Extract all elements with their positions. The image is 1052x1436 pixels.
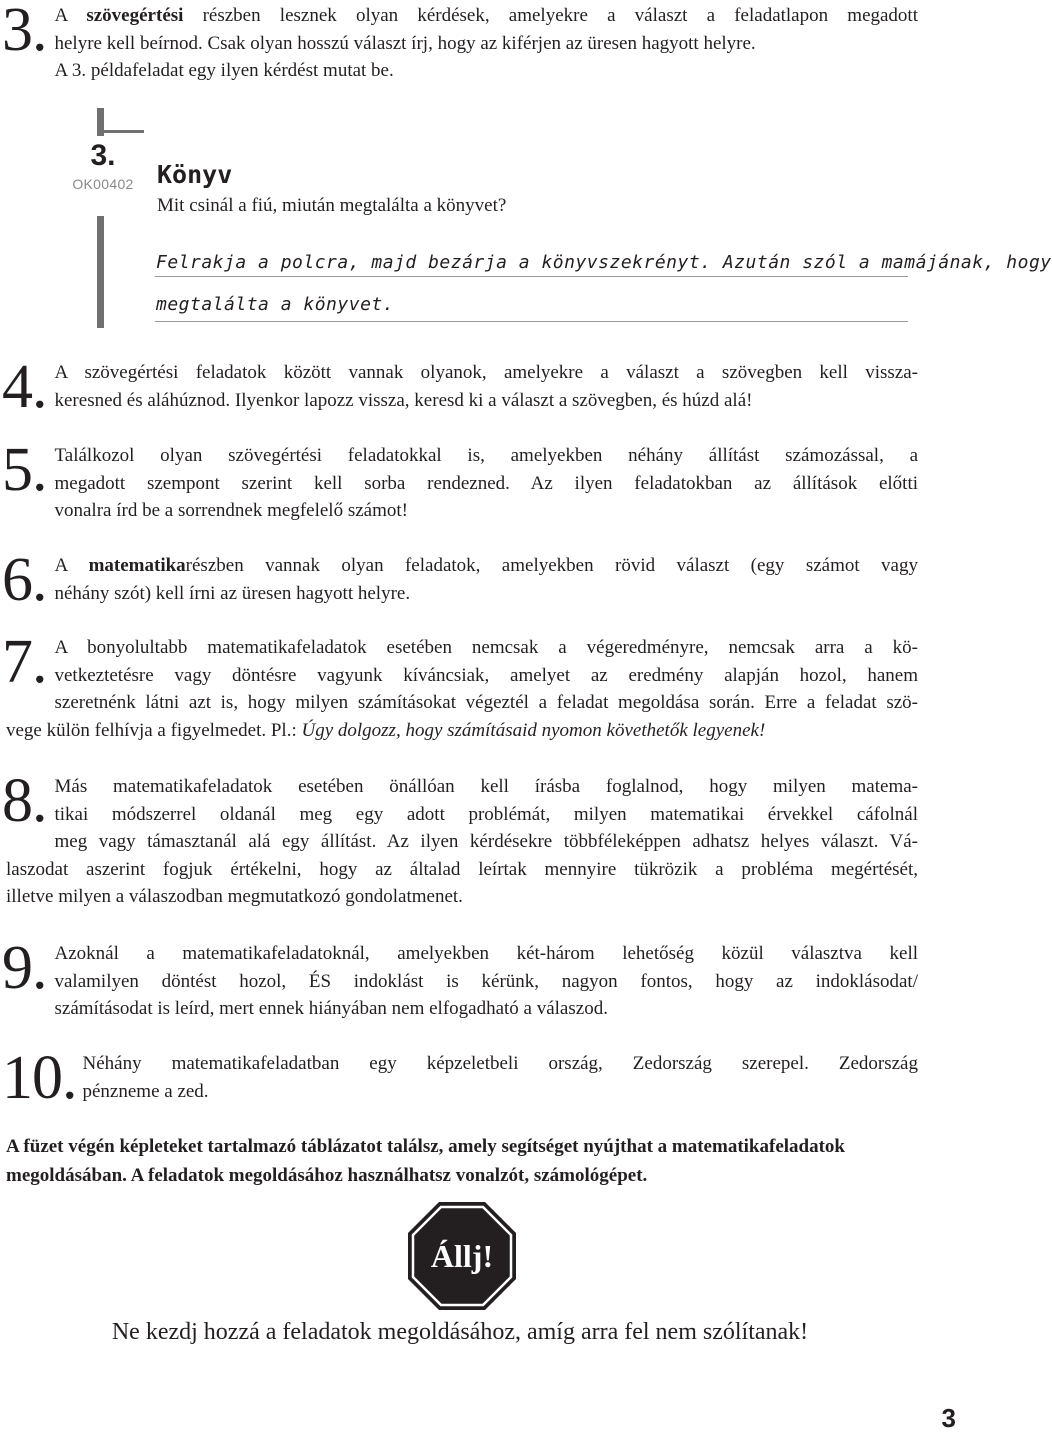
example-horizontal-rule (97, 130, 144, 133)
instruction-4: 4. A szövegértési feladatok között vannak olyanok, amelyekre a választ a szövegben kell vissza- keresned és aláhúznod. Ilyenkor lapozz vissza, keresd ki a választ a szövegben, és húzd alá! (2, 353, 918, 421)
example-answer-line-1: Felrakja a polcra, majd bezárja a könyvszekrényt. Azután szól a mamájának, hogy (156, 252, 1052, 273)
example-number: 3. (90, 139, 116, 172)
instruction-9: 9. Azoknál a matematikafeladatoknál, amelyekben két-három lehetőség közül választva kell valamilyen döntést hozol, ÉS indoklást is kérünk, nagyon fontos, hogy az indoklásodat/ számításodat is leírd, mert ennek hiányában nem elfogadható a válaszod. (2, 934, 918, 1019)
item-number: 9. (2, 934, 47, 1002)
instruction-6: 6. A matematikarészben vannak olyan feladatok, amelyekben rövid választ (egy számot vagy néhány szót) kell írni az üresen hagyott helyre. (2, 546, 918, 614)
keyword-szovegertesi: szövegértési (86, 5, 184, 26)
answer-rule-2 (155, 321, 908, 322)
example-title: Könyv (157, 160, 233, 189)
stop-caption: Ne kezdj hozzá a feladatok megoldásához, amíg arra fel nem szólítanak! (111, 1319, 809, 1345)
instruction-7: 7. A bonyolultabb matematikafeladatok esetében nemcsak a végeredményre, nemcsak arra a kö- vetkeztetésre vagy döntésre vagyunk kíváncsiak, amelyet az eredmény alapján hozol, hanem szeretnénk látni azt is, hogy milyen számításokat végeztél a feladat megoldása során. Erre a feladat szö- vege külön felhívja a figyelmedet. Pl.: Úgy dolgozz, hogy számításaid nyomon követhetők legyenek! (2, 628, 918, 741)
item-number: 6. (2, 546, 47, 614)
item-number: 4. (2, 353, 47, 421)
answer-rule-1 (155, 276, 908, 277)
item-number: 8. (2, 767, 47, 835)
instruction-10: 10. Néhány matematikafeladatban egy képzeletbeli ország, Zedország szerepel. Zedország pénzneme a zed. (2, 1044, 918, 1112)
stop-sign-text: Állj! (430, 1238, 494, 1274)
page-number: 3 (941, 1403, 956, 1433)
keyword-matematika: matematika (88, 555, 186, 576)
item-number: 7. (2, 628, 47, 696)
instruction-5: 5. Találkozol olyan szövegértési feladatokkal is, amelyekben néhány állítást számozással, a megadott szempont szerint kell sorba rendezned. Az ilyen feladatokban az állítások előtti vonalra írd be a sorrendnek megfelelő számot! (2, 436, 918, 521)
stop-sign (407, 1201, 517, 1311)
example-code: OK00402 (72, 176, 134, 192)
tools-notice: A füzet végén képleteket tartalmazó táblázatot találsz, amely segítséget nyújthat a matematikafeladatok megoldásában. A feladatok megoldásához használhatsz vonalzót, számológépet. (6, 1136, 845, 1186)
instruction-3: 3. A szövegértési részben lesznek olyan kérdések, amelyekre a választ a feladatlapon megadott helyre kell beírnod. Csak olyan hosszú választ írj, hogy az kiférjen az üresen hagyott helyre. A 3. példafeladat egy ilyen kérdést mutat be. (2, 0, 918, 81)
item-number: 10. (2, 1044, 77, 1112)
item-number: 3. (2, 0, 47, 64)
example-question: Mit csinál a fiú, miután megtalálta a könyvet? (157, 195, 507, 216)
example-instruction: Úgy dolgozz, hogy számításaid nyomon követhetők legyenek! (301, 719, 766, 741)
instruction-8: 8. Más matematikafeladatok esetében önállóan kell írásba foglalnod, hogy milyen matema- tikai módszerrel oldanál meg egy adott problémát, milyen matematikai érvekkel cáfolnál meg vagy támasztanál alá egy állítást. Az ilyen kérdésekre többféleképpen adhatsz helyes választ. Vá- laszodat aszerint fogjuk értékelni, hogy az általad leírtak mennyire tükrözik a probléma megértését, illetve milyen a válaszodban megmutatkozó gondolatmenet. (2, 767, 918, 907)
example-badge (66, 136, 140, 216)
item-number: 5. (2, 436, 47, 504)
example-answer-line-2: megtalálta a könyvet. (156, 294, 395, 315)
